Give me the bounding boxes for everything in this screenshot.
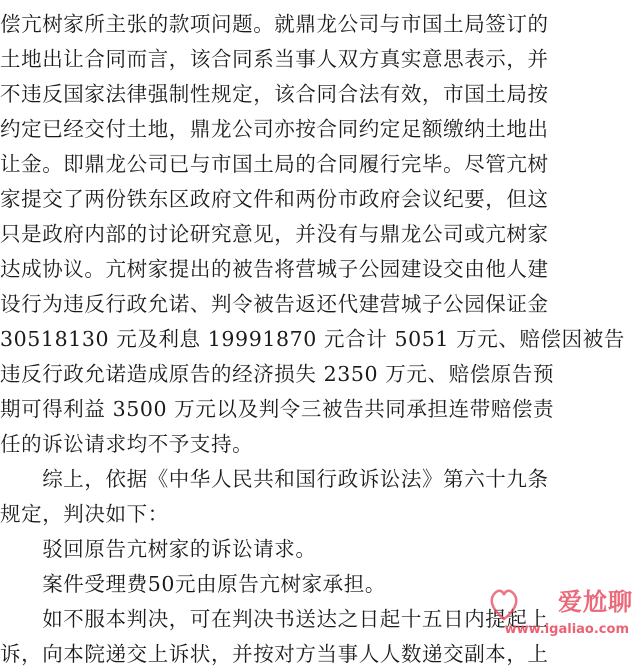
text-line: 如不服本判决，可在判决书送达之日起十五日内提起上 bbox=[0, 607, 549, 631]
site-watermark bbox=[477, 569, 637, 641]
text-line: 设行为违反行政允诺、判令被告返还代建营城子公园保证金 bbox=[0, 292, 549, 316]
heart-icon bbox=[489, 583, 519, 623]
text-line: 偿亢树家所主张的款项问题。就鼎龙公司与市国土局签订的 bbox=[0, 12, 549, 36]
text-line: 规定，判决如下： bbox=[0, 502, 169, 526]
text-line: 综上，依据《中华人民共和国行政诉讼法》第六十九条 bbox=[0, 467, 549, 491]
text-line: 30518130 元及利息 19991870 元合计 5051 万元、赔偿因被告 bbox=[0, 327, 625, 351]
watermark-logo-text: 爱尬聊 bbox=[558, 588, 633, 616]
text-line: 土地出让合同而言，该合同系当事人双方真实意思表示，并 bbox=[0, 47, 549, 71]
text-line: 案件受理费50元由原告亢树家承担。 bbox=[0, 572, 386, 596]
text-line: 约定已经交付土地，鼎龙公司亦按合同约定足额缴纳土地出 bbox=[0, 117, 549, 141]
text-line: 驳回原告亢树家的诉讼请求。 bbox=[0, 537, 317, 561]
text-line: 任的诉讼请求均不予支持。 bbox=[0, 432, 254, 456]
text-line: 期可得利益 3500 万元以及判令三被告共同承担连带赔偿责 bbox=[0, 397, 555, 421]
text-line: 不违反国家法律强制性规定，该合同合法有效，市国土局按 bbox=[0, 82, 549, 106]
text-line: 让金。即鼎龙公司已与市国土局的合同履行完毕。尽管亢树 bbox=[0, 152, 549, 176]
watermark-url: www.igaliao.com bbox=[504, 622, 629, 637]
text-line: 违反行政允诺造成原告的经济损失 2350 万元、赔偿原告预 bbox=[0, 362, 555, 386]
text-line: 家提交了两份铁东区政府文件和两份市政府会议纪要，但这 bbox=[0, 187, 549, 211]
text-line: 诉，向本院递交上诉状，并按对方当事人人数递交副本，上 bbox=[0, 642, 549, 666]
text-line: 只是政府内部的讨论研究意见，并没有与鼎龙公司或亢树家 bbox=[0, 222, 549, 246]
text-line: 达成协议。亢树家提出的被告将营城子公园建设交由他人建 bbox=[0, 257, 549, 281]
